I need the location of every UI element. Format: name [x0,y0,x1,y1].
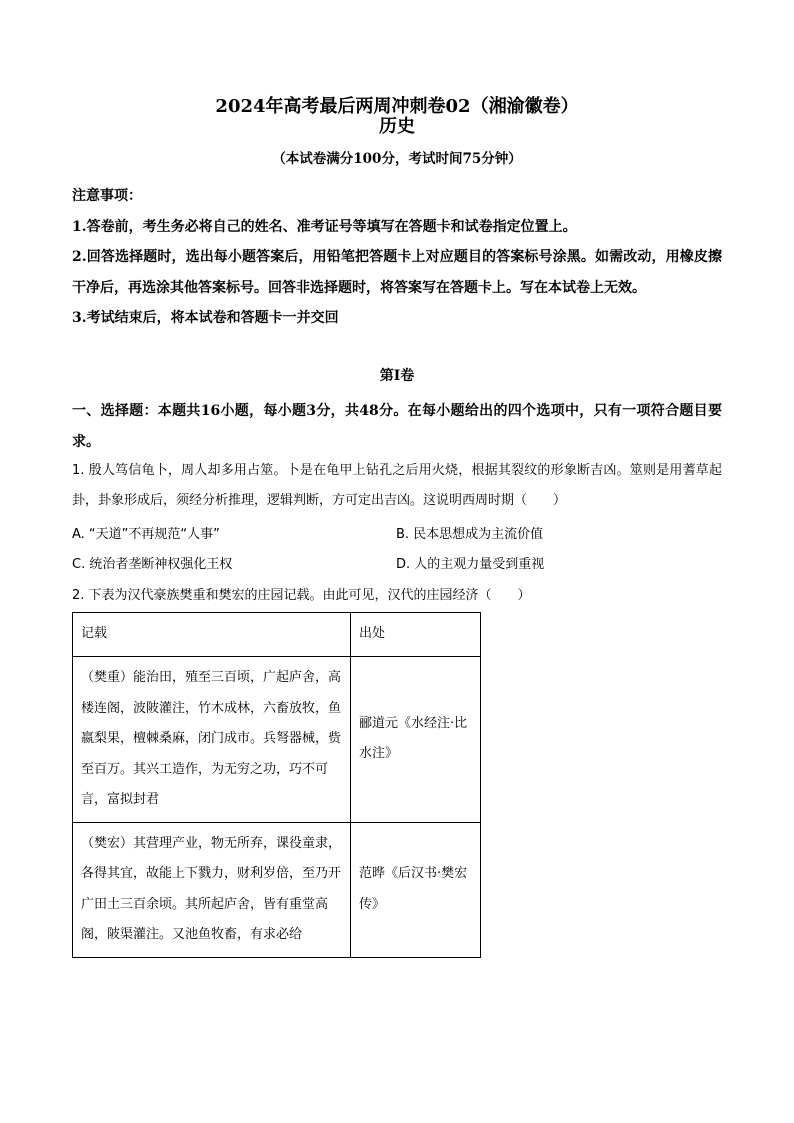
section-header: 一、选择题：本题共16小题，每小题3分，共48分。在每小题给出的四个选项中，只有一项符合题目要求。 [72,403,722,450]
table-cell-source: 郦道元《水经注·比水注》 [351,657,481,823]
table-header-record: 记载 [73,613,351,657]
question-1-option-b: B. 民本思想成为主流价值 [396,527,544,542]
table-cell-record: （樊重）能治田，殖至三百顷，广起庐舍，高楼连阁，波陂灌注，竹木成林，六畜放牧，鱼嬴梨果，檀棘桑麻，闭门成市。兵弩器械，赀至百万。其兴工造作，为无穷之功，巧不可言，富拟封君 [73,657,351,823]
note-item: 1.答卷前，考生务必将自己的姓名、准考证号等填写在答题卡和试卷指定位置上。 [72,218,577,235]
record-table [72,612,481,958]
table-header-source: 出处 [351,613,481,657]
subject-title: 历史 [379,116,415,137]
question-1-option-a: A. “天道”不再规范“人事” [72,527,220,542]
question-2-stem: 2. 下表为汉代豪族樊重和樊宏的庄园记载。由此可见，汉代的庄园经济（ ） [72,588,531,603]
table-cell-record: （樊宏）其营理产业，物无所弃，课役童隶，各得其宜，故能上下戮力，财利岁倍，至乃开广田土三百余顷。其所起庐舍，皆有重堂高阁，陂渠灌注。又池鱼牧畜，有求必给 [73,822,351,957]
table-header-row [73,613,481,657]
note-item: 3.考试结束后，将本试卷和答题卡一并交回 [72,310,339,326]
question-1-option-c: C. 统治者垄断神权强化王权 [72,557,233,572]
table-row [73,822,481,957]
volume-title: 第Ⅰ卷 [379,368,415,384]
question-1-stem: 1. 殷人笃信龟卜，周人却多用占筮。卜是在龟甲上钻孔之后用火烧，根据其裂纹的形象断吉凶。筮则是用蓍草起卦，卦象形成后，须经分析推理，逻辑判断，方可定出吉凶。这说明西周时期（ ） [72,463,722,508]
notes-block [72,181,722,334]
question-1-option-d: D. 人的主观力量受到重视 [396,557,545,572]
notes-heading: 注意事项： [72,188,142,204]
table-cell-source: 范晔《后汉书·樊宏传》 [351,822,481,957]
page-title: 2024年高考最后两周冲刺卷02（湘渝徽卷） [215,96,579,117]
note-item: 2.回答选择题时，选出每小题答案后，用铅笔把答题卡上对应题目的答案标号涂黑。如需改动，用橡皮擦干净后，再选涂其他答案标号。回答非选择题时，将答案写在答题卡上。写在本试卷上无效。 [72,249,722,296]
table-row [73,657,481,823]
exam-info: （本试卷满分100分，考试时间75分钟） [272,151,522,167]
